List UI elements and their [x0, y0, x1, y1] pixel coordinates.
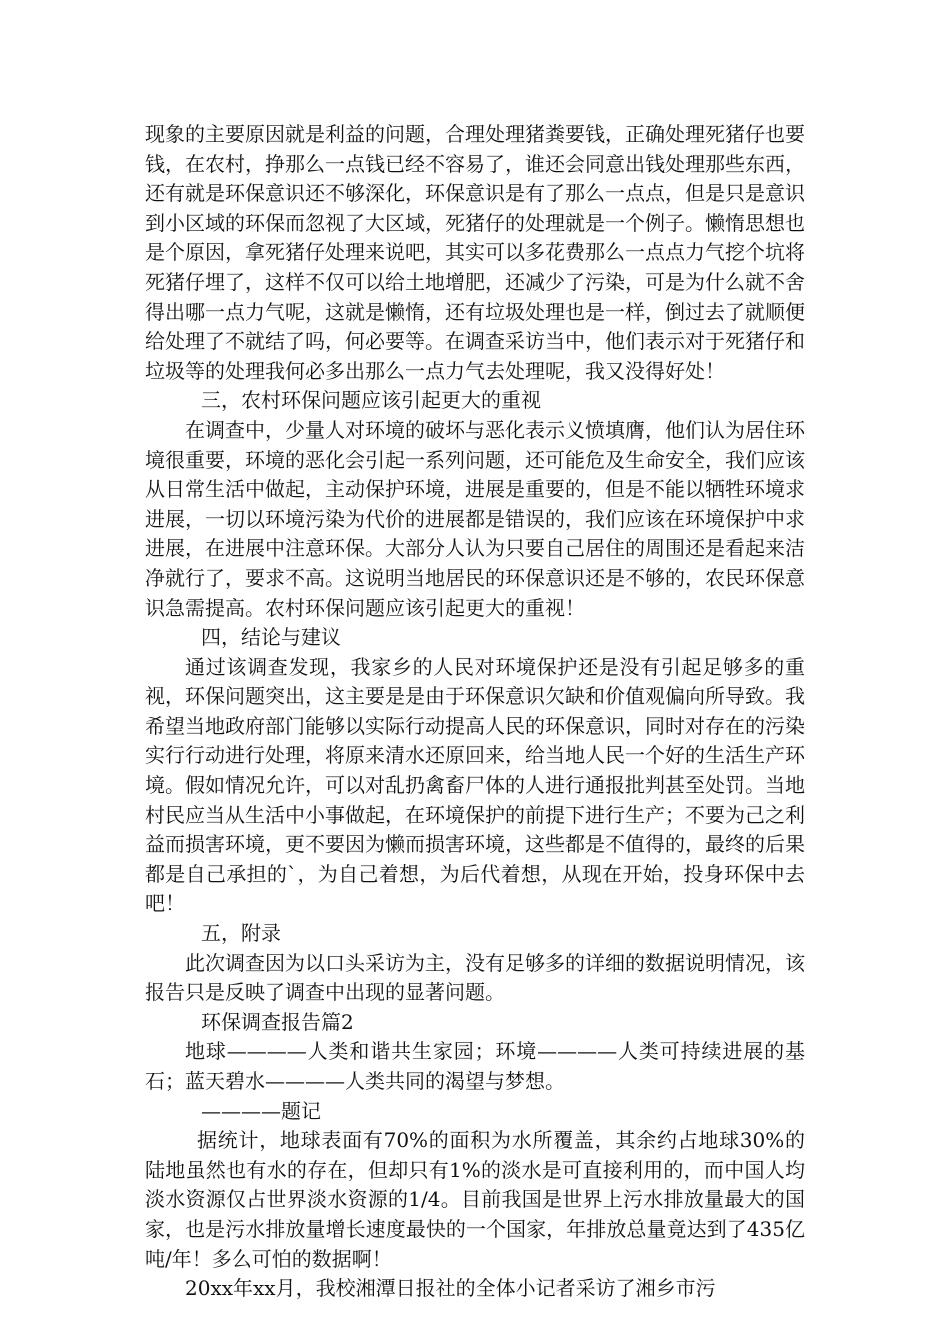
heading-section-four: 四，结论与建议 [201, 625, 341, 650]
paragraph-awareness: 在调查中，少量人对环境的破坏与恶化表示义愤填膺，他们认为居住环境很重要，环境的恶化会引起一系列问题，还可能危及生命安全，我们应该从日常生活中做起，主动保护环境，进展是重要的，但是不能以牺牲环境求进展，一切以环境污染为代价的进展都是错误的，我们应该在环境保护中求进展，在进展中注意环保。大部分人认为只要自己居住的周围还是看起来洁净就行了，要求不高。这说明当地居民的环保意识还是不够的，农民环保意识急需提高。农村环保问题应该引起更大的重视！ [145, 417, 805, 620]
paragraph-statistics: 据统计，地球表面有70%的面积为水所覆盖，其余约占地球30%的陆地虽然也有水的存在，但却只有1%的淡水是可直接利用的，而中国人均淡水资源仅占世界淡水资源的1/4。目前我国是世界上污水排放量最大的国家，也是污水排放量增长速度最快的一个国家，年排放总量竟达到了435亿吨/年！多么可怕的数据啊！ [145, 1128, 805, 1271]
paragraph-cause-analysis: 现象的主要原因就是利益的问题，合理处理猪粪要钱，正确处理死猪仔也要钱，在农村，挣那么一点钱已经不容易了，谁还会同意出钱处理那些东西，还有就是环保意识还不够深化，环保意识是有了那么一点点，但是只是意识到小区域的环保而忽视了大区域，死猪仔的处理就是一个例子。懒惰思想也是个原因，拿死猪仔处理来说吧，其实可以多花费那么一点点力气挖个坑将死猪仔埋了，这样不仅可以给土地增肥，还减少了污染，可是为什么就不舍得出哪一点力气呢，这就是懒惰，还有垃圾处理也是一样，倒过去了就顺便给处理了不就结了吗，何必要等。在调查采访当中，他们表示对于死猪仔和垃圾等的处理我何必多出那么一点力气去处理呢，我又没得好处！ [145, 122, 805, 383]
epigraph-label: ————题记 [201, 1098, 321, 1123]
paragraph-interview: 20xx年xx月，我校湘潭日报社的全体小记者采访了湘乡市污 [185, 1276, 716, 1301]
heading-section-five: 五，附录 [201, 921, 281, 946]
heading-report-two: 环保调查报告篇2 [201, 1009, 354, 1034]
paragraph-motto: 地球————人类和谐共生家园；环境————人类可持续进展的基石；蓝天碧水————人类共同的渴望与梦想。 [145, 1039, 805, 1093]
heading-section-three: 三，农村环保问题应该引起更大的重视 [201, 388, 541, 413]
paragraph-appendix: 此次调查因为以口头采访为主，没有足够多的详细的数据说明情况，该报告只是反映了调查中出现的显著问题。 [145, 950, 805, 1005]
paragraph-conclusion: 通过该调查发现，我家乡的人民对环境保护还是没有引起足够多的重视，环保问题突出，这主要是是由于环保意识欠缺和价值观偏向所导致。我希望当地政府部门能够以实际行动提高人民的环保意识，同时对存在的污染实行行动进行处理，将原来清水还原回来，给当地人民一个好的生活生产环境。假如情况允许，可以对乱扔禽畜尸体的人进行通报批判甚至处罚。当地村民应当从生活中小事做起，在环境保护的前提下进行生产；不要为己之利益而损害环境，更不要因为懒而损害环境，这些都是不值得的，最终的后果都是自己承担的`，为自己着想，为后代着想，从现在开始，投身环保中去吧！ [145, 654, 805, 916]
document-page [145, 120, 805, 1304]
